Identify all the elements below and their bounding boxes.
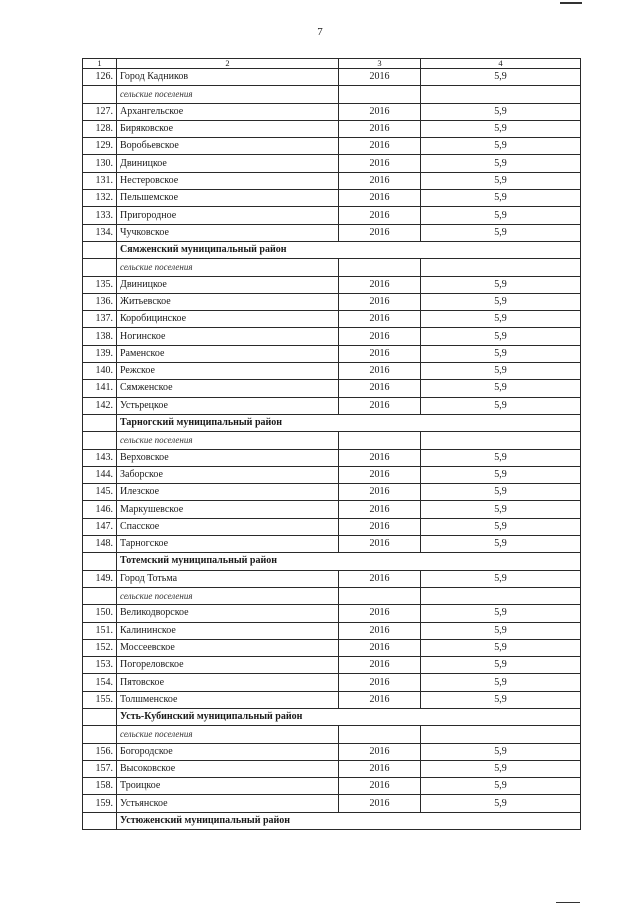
settlement-name: Житьевское	[117, 293, 339, 310]
year-cell: 2016	[339, 501, 421, 518]
district-row	[83, 414, 581, 431]
table-row	[83, 190, 581, 207]
value-cell: 5,9	[421, 570, 581, 587]
empty-cell	[421, 86, 581, 103]
settlement-name: Спасское	[117, 518, 339, 535]
settlement-name: Устьрецкое	[117, 397, 339, 414]
empty-cell	[421, 726, 581, 743]
district-heading: Тотемский муниципальный район	[117, 553, 581, 570]
settlement-name: Ногинское	[117, 328, 339, 345]
empty-cell	[421, 587, 581, 604]
value-cell: 5,9	[421, 155, 581, 172]
value-cell: 5,9	[421, 363, 581, 380]
year-cell: 2016	[339, 778, 421, 795]
value-cell: 5,9	[421, 449, 581, 466]
row-number: 143.	[83, 449, 117, 466]
settlement-name: Богородское	[117, 743, 339, 760]
district-heading: Усть-Кубинский муниципальный район	[117, 708, 581, 725]
settlement-name: Верховское	[117, 449, 339, 466]
settlement-name: Коробицинское	[117, 311, 339, 328]
year-cell: 2016	[339, 172, 421, 189]
table-row	[83, 674, 581, 691]
value-cell: 5,9	[421, 605, 581, 622]
row-number: 157.	[83, 760, 117, 777]
value-cell: 5,9	[421, 518, 581, 535]
table-row	[83, 69, 581, 86]
year-cell: 2016	[339, 224, 421, 241]
row-number: 144.	[83, 466, 117, 483]
year-cell: 2016	[339, 570, 421, 587]
settlement-name: Тарногское	[117, 536, 339, 553]
subheading-row	[83, 432, 581, 449]
settlement-name: Город Кадников	[117, 69, 339, 86]
year-cell: 2016	[339, 69, 421, 86]
value-cell: 5,9	[421, 172, 581, 189]
page-number: 7	[317, 26, 323, 38]
table-row	[83, 345, 581, 362]
row-number: 142.	[83, 397, 117, 414]
empty-cell	[83, 708, 117, 725]
settlement-name: Толшменское	[117, 691, 339, 708]
row-number: 147.	[83, 518, 117, 535]
subheading-label: сельские поселения	[117, 726, 339, 743]
row-number: 151.	[83, 622, 117, 639]
row-number: 133.	[83, 207, 117, 224]
year-cell: 2016	[339, 138, 421, 155]
value-cell: 5,9	[421, 466, 581, 483]
year-cell: 2016	[339, 760, 421, 777]
settlement-name: Сямженское	[117, 380, 339, 397]
row-number: 146.	[83, 501, 117, 518]
table-row	[83, 172, 581, 189]
settlement-name: Высоковское	[117, 760, 339, 777]
settlement-name: Воробьевское	[117, 138, 339, 155]
row-number: 158.	[83, 778, 117, 795]
year-cell: 2016	[339, 743, 421, 760]
year-cell: 2016	[339, 449, 421, 466]
subheading-row	[83, 259, 581, 276]
table-row	[83, 328, 581, 345]
year-cell: 2016	[339, 674, 421, 691]
empty-cell	[339, 432, 421, 449]
settlement-name: Пятовское	[117, 674, 339, 691]
row-number: 135.	[83, 276, 117, 293]
table-row	[83, 639, 581, 656]
header-col-3: 3	[339, 59, 421, 69]
header-col-2: 2	[117, 59, 339, 69]
table-row	[83, 743, 581, 760]
settlement-name: Двиницкое	[117, 155, 339, 172]
table-row	[83, 311, 581, 328]
empty-cell	[83, 553, 117, 570]
table-row	[83, 518, 581, 535]
row-number: 139.	[83, 345, 117, 362]
settlement-name: Устьянское	[117, 795, 339, 812]
table-row	[83, 657, 581, 674]
year-cell: 2016	[339, 657, 421, 674]
row-number: 132.	[83, 190, 117, 207]
year-cell: 2016	[339, 691, 421, 708]
empty-cell	[83, 812, 117, 829]
row-number: 129.	[83, 138, 117, 155]
empty-cell	[339, 587, 421, 604]
value-cell: 5,9	[421, 69, 581, 86]
year-cell: 2016	[339, 190, 421, 207]
row-number: 155.	[83, 691, 117, 708]
settlement-name: Пельшемское	[117, 190, 339, 207]
year-cell: 2016	[339, 363, 421, 380]
district-row	[83, 241, 581, 258]
table-row	[83, 138, 581, 155]
row-number: 154.	[83, 674, 117, 691]
row-number: 149.	[83, 570, 117, 587]
settlement-name: Нестеровское	[117, 172, 339, 189]
row-number: 152.	[83, 639, 117, 656]
subheading-label: сельские поселения	[117, 587, 339, 604]
year-cell: 2016	[339, 622, 421, 639]
subheading-label: сельские поселения	[117, 86, 339, 103]
year-cell: 2016	[339, 484, 421, 501]
table-row	[83, 103, 581, 120]
year-cell: 2016	[339, 293, 421, 310]
value-cell: 5,9	[421, 103, 581, 120]
year-cell: 2016	[339, 311, 421, 328]
district-row	[83, 812, 581, 829]
table-row	[83, 466, 581, 483]
table-row	[83, 605, 581, 622]
year-cell: 2016	[339, 328, 421, 345]
empty-cell	[421, 259, 581, 276]
subheading-label: сельские поселения	[117, 432, 339, 449]
value-cell: 5,9	[421, 484, 581, 501]
row-number: 128.	[83, 120, 117, 137]
settlement-name: Биряковское	[117, 120, 339, 137]
empty-cell	[339, 726, 421, 743]
value-cell: 5,9	[421, 380, 581, 397]
row-number: 131.	[83, 172, 117, 189]
table-row	[83, 622, 581, 639]
value-cell: 5,9	[421, 120, 581, 137]
table-row	[83, 570, 581, 587]
settlement-name: Илезское	[117, 484, 339, 501]
row-number: 140.	[83, 363, 117, 380]
empty-cell	[83, 241, 117, 258]
row-number: 130.	[83, 155, 117, 172]
year-cell: 2016	[339, 466, 421, 483]
row-number: 126.	[83, 69, 117, 86]
row-number: 137.	[83, 311, 117, 328]
value-cell: 5,9	[421, 328, 581, 345]
settlement-name: Двиницкое	[117, 276, 339, 293]
table-row	[83, 691, 581, 708]
value-cell: 5,9	[421, 743, 581, 760]
value-cell: 5,9	[421, 622, 581, 639]
value-cell: 5,9	[421, 397, 581, 414]
table-row	[83, 760, 581, 777]
table-row	[83, 380, 581, 397]
table-row	[83, 484, 581, 501]
empty-cell	[83, 259, 117, 276]
settlement-name: Маркушевское	[117, 501, 339, 518]
row-number: 148.	[83, 536, 117, 553]
empty-cell	[83, 414, 117, 431]
subheading-row	[83, 726, 581, 743]
empty-cell	[339, 86, 421, 103]
district-row	[83, 553, 581, 570]
settlement-name: Режское	[117, 363, 339, 380]
empty-cell	[83, 587, 117, 604]
table-row	[83, 449, 581, 466]
table-row	[83, 120, 581, 137]
empty-cell	[83, 432, 117, 449]
row-number: 141.	[83, 380, 117, 397]
subheading-row	[83, 86, 581, 103]
value-cell: 5,9	[421, 691, 581, 708]
value-cell: 5,9	[421, 345, 581, 362]
table-row	[83, 207, 581, 224]
year-cell: 2016	[339, 536, 421, 553]
year-cell: 2016	[339, 795, 421, 812]
table-body	[83, 59, 581, 830]
empty-cell	[83, 726, 117, 743]
settlement-name: Моссеевское	[117, 639, 339, 656]
year-cell: 2016	[339, 397, 421, 414]
year-cell: 2016	[339, 207, 421, 224]
table-row	[83, 363, 581, 380]
value-cell: 5,9	[421, 778, 581, 795]
year-cell: 2016	[339, 120, 421, 137]
table-row	[83, 536, 581, 553]
subheading-label: сельские поселения	[117, 259, 339, 276]
value-cell: 5,9	[421, 207, 581, 224]
table-row	[83, 155, 581, 172]
district-heading: Тарногский муниципальный район	[117, 414, 581, 431]
settlement-name: Погореловское	[117, 657, 339, 674]
value-cell: 5,9	[421, 311, 581, 328]
district-heading: Устюженский муниципальный район	[117, 812, 581, 829]
row-number: 159.	[83, 795, 117, 812]
row-number: 153.	[83, 657, 117, 674]
year-cell: 2016	[339, 103, 421, 120]
value-cell: 5,9	[421, 674, 581, 691]
table-row	[83, 276, 581, 293]
row-number: 138.	[83, 328, 117, 345]
value-cell: 5,9	[421, 639, 581, 656]
value-cell: 5,9	[421, 293, 581, 310]
year-cell: 2016	[339, 639, 421, 656]
table-row	[83, 795, 581, 812]
document-table	[82, 58, 581, 830]
year-cell: 2016	[339, 155, 421, 172]
empty-cell	[83, 86, 117, 103]
year-cell: 2016	[339, 605, 421, 622]
year-cell: 2016	[339, 276, 421, 293]
header-col-1: 1	[83, 59, 117, 69]
row-number: 134.	[83, 224, 117, 241]
settlement-name: Заборское	[117, 466, 339, 483]
value-cell: 5,9	[421, 190, 581, 207]
row-number: 127.	[83, 103, 117, 120]
empty-cell	[339, 259, 421, 276]
district-heading: Сямженский муниципальный район	[117, 241, 581, 258]
row-number: 156.	[83, 743, 117, 760]
table-row	[83, 397, 581, 414]
value-cell: 5,9	[421, 795, 581, 812]
value-cell: 5,9	[421, 276, 581, 293]
settlement-name: Город Тотьма	[117, 570, 339, 587]
row-number: 136.	[83, 293, 117, 310]
table-row	[83, 778, 581, 795]
scan-mark-top	[560, 2, 582, 4]
value-cell: 5,9	[421, 138, 581, 155]
year-cell: 2016	[339, 518, 421, 535]
year-cell: 2016	[339, 345, 421, 362]
scan-mark-bottom	[556, 902, 580, 903]
year-cell: 2016	[339, 380, 421, 397]
value-cell: 5,9	[421, 501, 581, 518]
settlement-name: Чучковское	[117, 224, 339, 241]
row-number: 145.	[83, 484, 117, 501]
settlement-name: Калининское	[117, 622, 339, 639]
settlement-name: Раменское	[117, 345, 339, 362]
row-number: 150.	[83, 605, 117, 622]
subheading-row	[83, 587, 581, 604]
table-row	[83, 501, 581, 518]
table-row	[83, 224, 581, 241]
district-row	[83, 708, 581, 725]
value-cell: 5,9	[421, 536, 581, 553]
header-col-4: 4	[421, 59, 581, 69]
settlement-name: Троицкое	[117, 778, 339, 795]
settlement-name: Архангельское	[117, 103, 339, 120]
table-header-row	[83, 59, 581, 69]
value-cell: 5,9	[421, 657, 581, 674]
table-row	[83, 293, 581, 310]
empty-cell	[421, 432, 581, 449]
value-cell: 5,9	[421, 760, 581, 777]
value-cell: 5,9	[421, 224, 581, 241]
settlement-name: Пригородное	[117, 207, 339, 224]
settlement-name: Великодворское	[117, 605, 339, 622]
